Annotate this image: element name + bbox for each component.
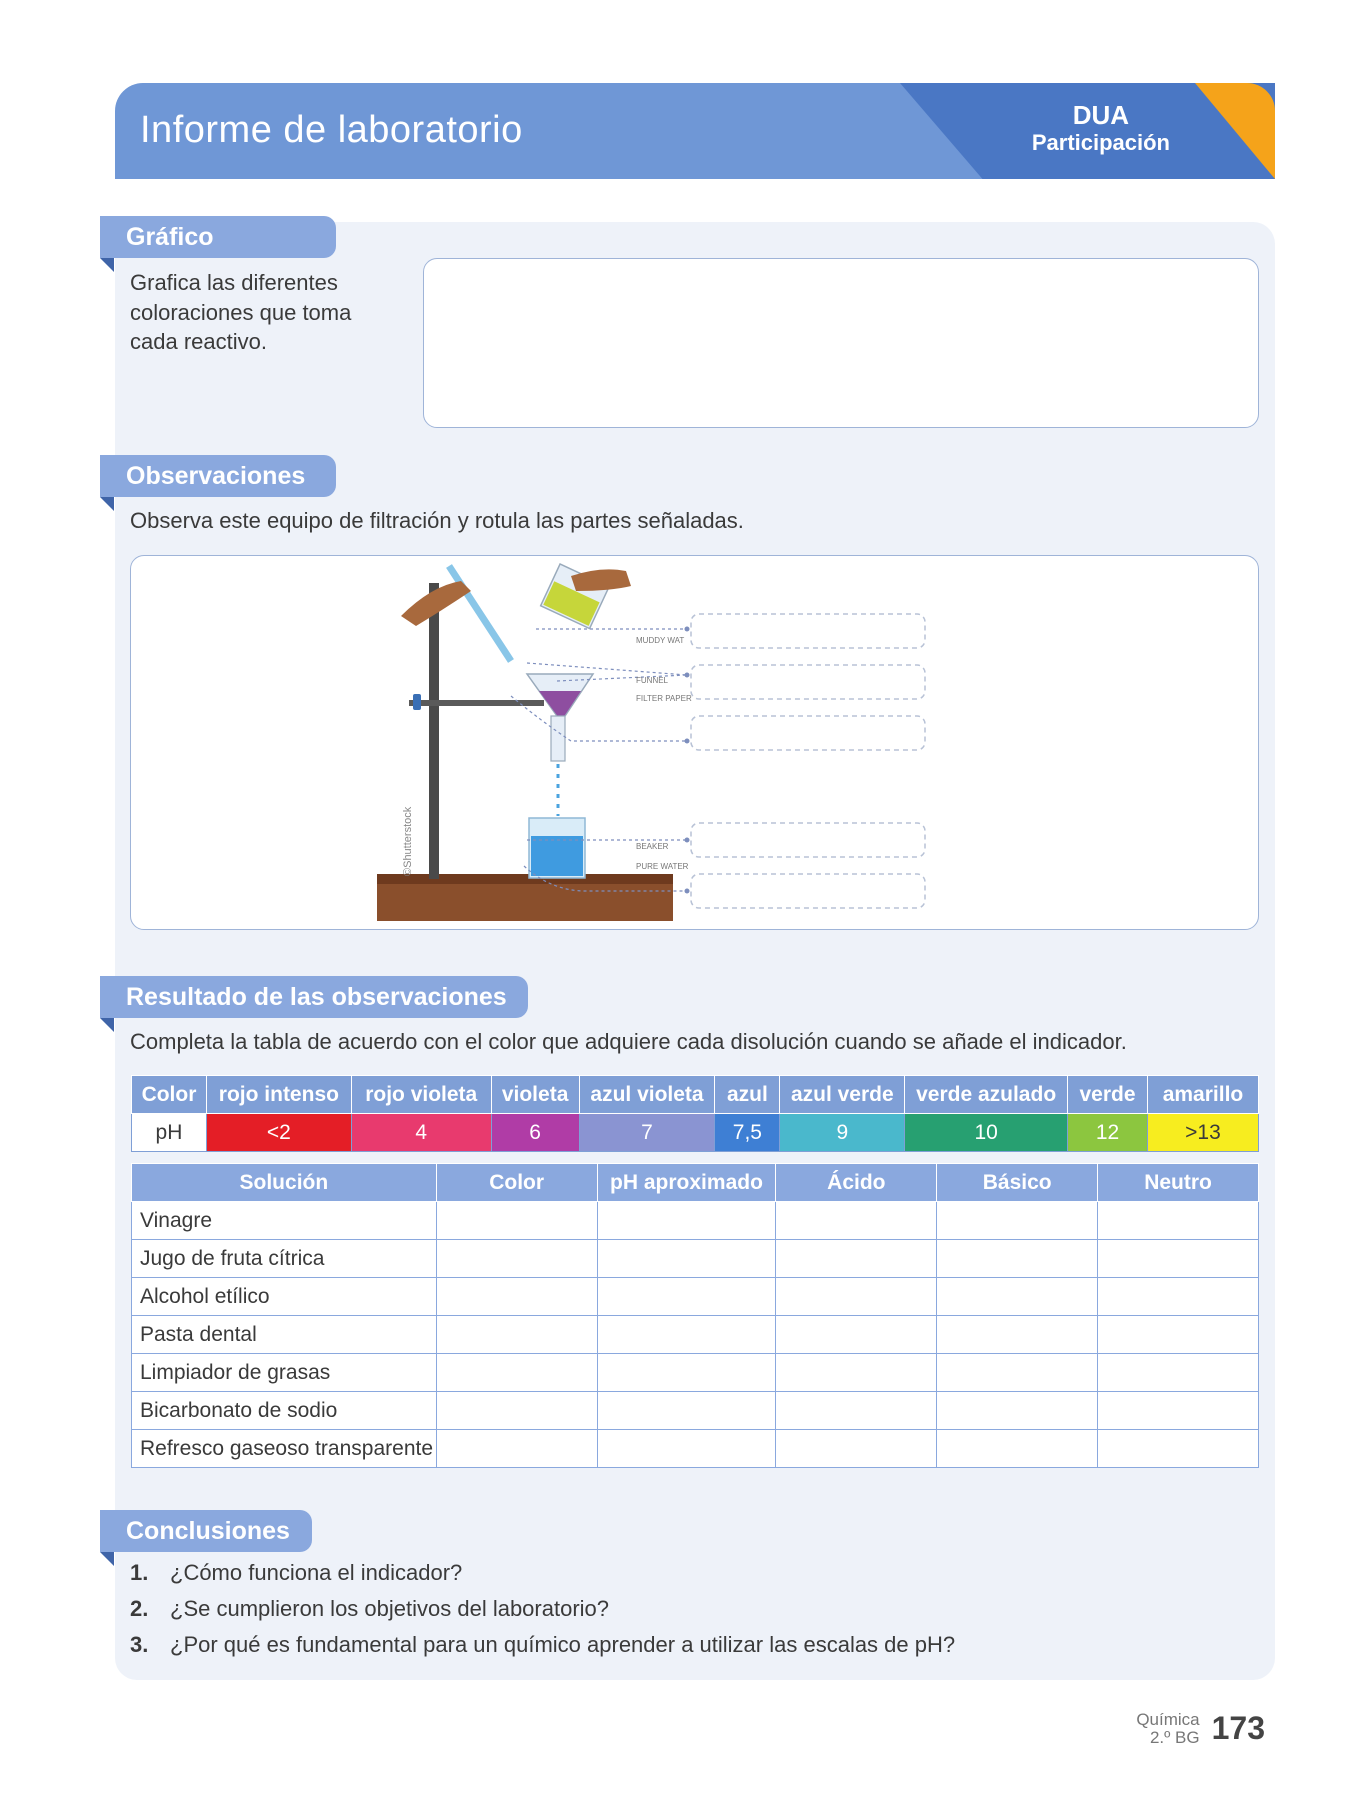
neutro-cell[interactable] [1098, 1316, 1259, 1354]
table-row [132, 1354, 1259, 1392]
solution-name: Pasta dental [132, 1316, 437, 1354]
results-header-row [132, 1164, 1259, 1202]
clamp-arm [409, 700, 544, 706]
ph-cell[interactable] [597, 1240, 776, 1278]
dua-badge [1032, 101, 1170, 156]
ph-color-scale [131, 1075, 1259, 1152]
ph-cell[interactable] [597, 1278, 776, 1316]
scale-ph-value: 6 [491, 1114, 579, 1152]
results-body [132, 1202, 1259, 1468]
solution-name: Vinagre [132, 1202, 437, 1240]
grafico-instruction: Grafica las diferentes coloraciones que toma cada reactivo. [130, 270, 352, 355]
table-row [132, 1240, 1259, 1278]
question-text: ¿Por qué es fundamental para un químico aprender a utilizar las escalas de pH? [170, 1632, 956, 1657]
ph-cell[interactable] [597, 1202, 776, 1240]
basico-cell[interactable] [937, 1202, 1098, 1240]
col-acido: Ácido [776, 1164, 937, 1202]
basico-cell[interactable] [937, 1354, 1098, 1392]
scale-ph-value: 7,5 [715, 1114, 780, 1152]
scale-color-name: amarillo [1147, 1076, 1258, 1114]
page-number: 173 [1211, 1710, 1265, 1746]
scale-color-name: violeta [491, 1076, 579, 1114]
scale-ph-value: <2 [206, 1114, 351, 1152]
scale-color-name: verde azulado [905, 1076, 1068, 1114]
section-tab-observaciones: Observaciones [100, 455, 336, 497]
question-item [130, 1632, 955, 1668]
scale-color-row [132, 1076, 1259, 1114]
label-pure-water: PURE WATER [636, 862, 689, 871]
col-basico: Básico [937, 1164, 1098, 1202]
col-color: Color [436, 1164, 597, 1202]
scale-color-name: rojo intenso [206, 1076, 351, 1114]
label-funnel: FUNNEL [636, 676, 669, 685]
solution-name: Bicarbonato de sodio [132, 1392, 437, 1430]
col-solucion: Solución [132, 1164, 437, 1202]
dua-sublabel: Participación [1031, 129, 1170, 155]
dua-label: DUA [1072, 100, 1130, 130]
filtration-figure-box [130, 555, 1259, 930]
header-banner [115, 83, 1275, 179]
label-answer-box-5[interactable] [691, 874, 925, 908]
scale-ph-row [132, 1114, 1259, 1152]
acido-cell[interactable] [776, 1202, 937, 1240]
scale-color-name: azul violeta [579, 1076, 715, 1114]
basico-cell[interactable] [937, 1240, 1098, 1278]
scale-ph-value: 12 [1068, 1114, 1148, 1152]
scale-ph-value: 4 [351, 1114, 491, 1152]
color-cell[interactable] [436, 1202, 597, 1240]
solution-name: Refresco gaseoso transparente [132, 1430, 437, 1468]
col-ph: pH aproximado [597, 1164, 776, 1202]
question-text: ¿Se cumplieron los objetivos del laboratorio? [170, 1596, 610, 1621]
scale-color-name: verde [1068, 1076, 1148, 1114]
section-tab-resultado: Resultado de las observaciones [100, 976, 528, 1018]
scale-color-name: rojo violeta [351, 1076, 491, 1114]
scale-ph-value: >13 [1147, 1114, 1258, 1152]
neutro-cell[interactable] [1098, 1392, 1259, 1430]
col-neutro: Neutro [1098, 1164, 1259, 1202]
scale-color-name: azul verde [780, 1076, 905, 1114]
footer-subject [1136, 1711, 1199, 1747]
question-number: 3. [130, 1632, 149, 1657]
scale-ph-value: 10 [905, 1114, 1068, 1152]
acido-cell[interactable] [776, 1430, 937, 1468]
label-filter-paper: FILTER PAPER [636, 694, 692, 703]
neutro-cell[interactable] [1098, 1430, 1259, 1468]
solution-name: Alcohol etílico [132, 1278, 437, 1316]
table-row [132, 1392, 1259, 1430]
acido-cell[interactable] [776, 1354, 937, 1392]
pure-water [531, 836, 583, 876]
stand-base [377, 881, 673, 921]
neutro-cell[interactable] [1098, 1354, 1259, 1392]
question-number: 1. [130, 1560, 149, 1585]
footer-grade: 2.º BG [1149, 1727, 1200, 1747]
stand-rod [429, 583, 439, 879]
table-row [132, 1430, 1259, 1468]
ph-cell[interactable] [597, 1392, 776, 1430]
filtration-illustration [131, 556, 1257, 928]
scale-color-header: Color [132, 1076, 207, 1114]
table-row [132, 1316, 1259, 1354]
label-answer-box-1[interactable] [691, 614, 925, 648]
conclusion-questions [130, 1560, 955, 1668]
question-item [130, 1596, 955, 1632]
solution-name: Jugo de fruta cítrica [132, 1240, 437, 1278]
solution-name: Limpiador de grasas [132, 1354, 437, 1392]
table-row [132, 1202, 1259, 1240]
section-tab-grafico: Gráfico [100, 216, 336, 258]
image-credit: ©Shutterstock [402, 806, 414, 876]
color-cell[interactable] [436, 1430, 597, 1468]
acido-cell[interactable] [776, 1278, 937, 1316]
page-title: Informe de laboratorio [140, 109, 523, 151]
question-number: 2. [130, 1596, 149, 1621]
basico-cell[interactable] [937, 1316, 1098, 1354]
ph-cell[interactable] [597, 1354, 776, 1392]
neutro-cell[interactable] [1098, 1240, 1259, 1278]
scale-ph-value: 9 [780, 1114, 905, 1152]
neutro-cell[interactable] [1098, 1202, 1259, 1240]
basico-cell[interactable] [937, 1278, 1098, 1316]
basico-cell[interactable] [937, 1430, 1098, 1468]
question-item [130, 1560, 955, 1596]
neutro-cell[interactable] [1098, 1278, 1259, 1316]
resultado-instruction: Completa la tabla de acuerdo con el color que adquiere cada disolución cuando se añade el indicador. [130, 1029, 1127, 1054]
color-cell[interactable] [436, 1354, 597, 1392]
acido-cell[interactable] [776, 1240, 937, 1278]
acido-cell[interactable] [776, 1316, 937, 1354]
observaciones-instruction: Observa este equipo de filtración y rotula las partes señaladas. [130, 508, 744, 533]
label-muddy-water: MUDDY WAT [636, 636, 685, 645]
footer-subject-name: Química [1136, 1709, 1200, 1729]
color-cell[interactable] [436, 1316, 597, 1354]
label-answer-box-2[interactable] [691, 665, 925, 699]
scale-color-name: azul [715, 1076, 780, 1114]
color-cell[interactable] [436, 1240, 597, 1278]
color-cell[interactable] [436, 1392, 597, 1430]
scale-ph-header: pH [132, 1114, 207, 1152]
basico-cell[interactable] [937, 1392, 1098, 1430]
scale-ph-value: 7 [579, 1114, 715, 1152]
label-answer-box-3[interactable] [691, 716, 925, 750]
ph-cell[interactable] [597, 1316, 776, 1354]
results-table [131, 1163, 1259, 1468]
question-text: ¿Cómo funciona el indicador? [170, 1560, 463, 1585]
color-cell[interactable] [436, 1278, 597, 1316]
graph-answer-box[interactable] [423, 258, 1259, 428]
acido-cell[interactable] [776, 1392, 937, 1430]
page-footer [1136, 1710, 1265, 1747]
table-row [132, 1278, 1259, 1316]
label-beaker: BEAKER [636, 842, 669, 851]
ph-cell[interactable] [597, 1430, 776, 1468]
filter-paper [539, 691, 581, 718]
label-answer-box-4[interactable] [691, 823, 925, 857]
section-tab-conclusiones: Conclusiones [100, 1510, 312, 1552]
